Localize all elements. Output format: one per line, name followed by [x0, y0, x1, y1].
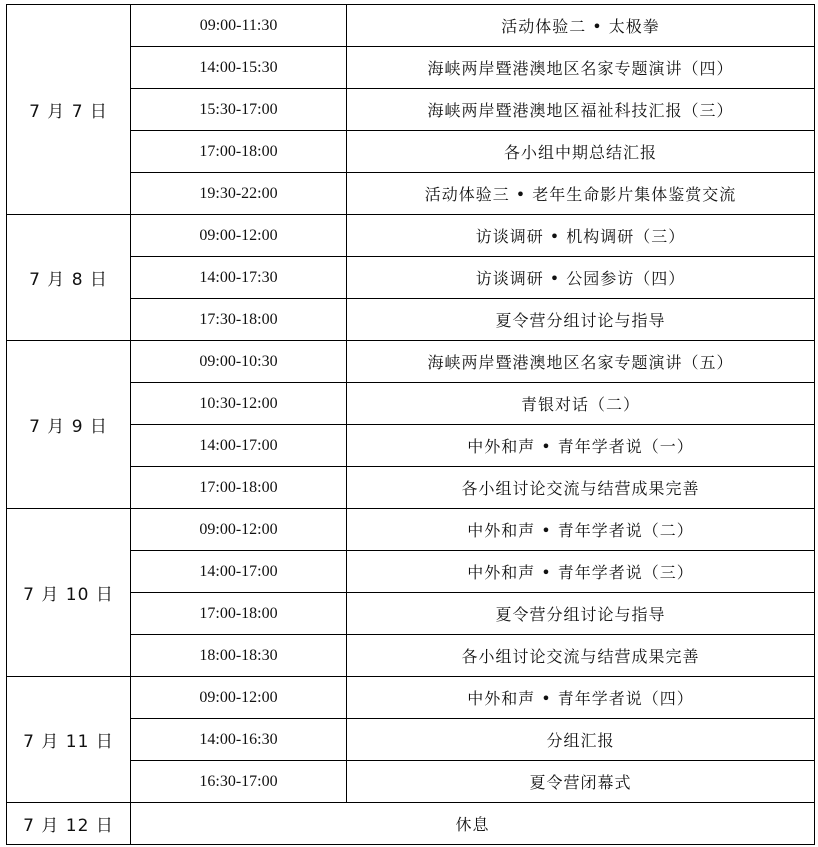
time-cell: 09:00-12:00 — [131, 215, 347, 257]
time-cell: 10:30-12:00 — [131, 383, 347, 425]
time-cell: 17:00-18:00 — [131, 467, 347, 509]
schedule-body — [7, 5, 815, 845]
activity-cell: 活动体验三 • 老年生命影片集体鉴赏交流 — [347, 173, 815, 215]
time-cell: 09:00-12:00 — [131, 677, 347, 719]
schedule-table — [6, 4, 815, 845]
time-cell: 14:00-17:30 — [131, 257, 347, 299]
date-cell: 7 月 12 日 — [7, 803, 131, 845]
table-row-rest-day — [7, 803, 815, 845]
time-cell: 16:30-17:00 — [131, 761, 347, 803]
activity-cell: 中外和声 • 青年学者说（一） — [347, 425, 815, 467]
activity-cell: 海峡两岸暨港澳地区福祉科技汇报（三） — [347, 89, 815, 131]
activity-cell: 活动体验二 • 太极拳 — [347, 5, 815, 47]
time-cell: 15:30-17:00 — [131, 89, 347, 131]
time-cell: 14:00-15:30 — [131, 47, 347, 89]
table-row — [7, 215, 815, 257]
activity-cell: 访谈调研 • 公园参访（四） — [347, 257, 815, 299]
time-cell: 09:00-10:30 — [131, 341, 347, 383]
activity-cell: 中外和声 • 青年学者说（三） — [347, 551, 815, 593]
date-cell: 7 月 11 日 — [7, 677, 131, 803]
activity-cell: 青银对话（二） — [347, 383, 815, 425]
time-cell: 14:00-16:30 — [131, 719, 347, 761]
time-cell: 09:00-12:00 — [131, 509, 347, 551]
activity-cell: 夏令营闭幕式 — [347, 761, 815, 803]
activity-cell: 分组汇报 — [347, 719, 815, 761]
time-cell: 17:30-18:00 — [131, 299, 347, 341]
activity-cell: 各小组讨论交流与结营成果完善 — [347, 467, 815, 509]
table-row — [7, 677, 815, 719]
time-cell: 18:00-18:30 — [131, 635, 347, 677]
activity-cell: 各小组中期总结汇报 — [347, 131, 815, 173]
activity-cell: 中外和声 • 青年学者说（二） — [347, 509, 815, 551]
rest-label: 休息 — [131, 803, 815, 845]
time-cell: 09:00-11:30 — [131, 5, 347, 47]
date-cell: 7 月 8 日 — [7, 215, 131, 341]
time-cell: 14:00-17:00 — [131, 551, 347, 593]
date-cell: 7 月 10 日 — [7, 509, 131, 677]
activity-cell: 海峡两岸暨港澳地区名家专题演讲（五） — [347, 341, 815, 383]
activity-cell: 中外和声 • 青年学者说（四） — [347, 677, 815, 719]
time-cell: 19:30-22:00 — [131, 173, 347, 215]
date-cell: 7 月 7 日 — [7, 5, 131, 215]
date-cell: 7 月 9 日 — [7, 341, 131, 509]
table-row — [7, 341, 815, 383]
time-cell: 17:00-18:00 — [131, 593, 347, 635]
activity-cell: 访谈调研 • 机构调研（三） — [347, 215, 815, 257]
activity-cell: 海峡两岸暨港澳地区名家专题演讲（四） — [347, 47, 815, 89]
activity-cell: 各小组讨论交流与结营成果完善 — [347, 635, 815, 677]
activity-cell: 夏令营分组讨论与指导 — [347, 299, 815, 341]
time-cell: 14:00-17:00 — [131, 425, 347, 467]
table-row — [7, 5, 815, 47]
table-row — [7, 509, 815, 551]
time-cell: 17:00-18:00 — [131, 131, 347, 173]
activity-cell: 夏令营分组讨论与指导 — [347, 593, 815, 635]
